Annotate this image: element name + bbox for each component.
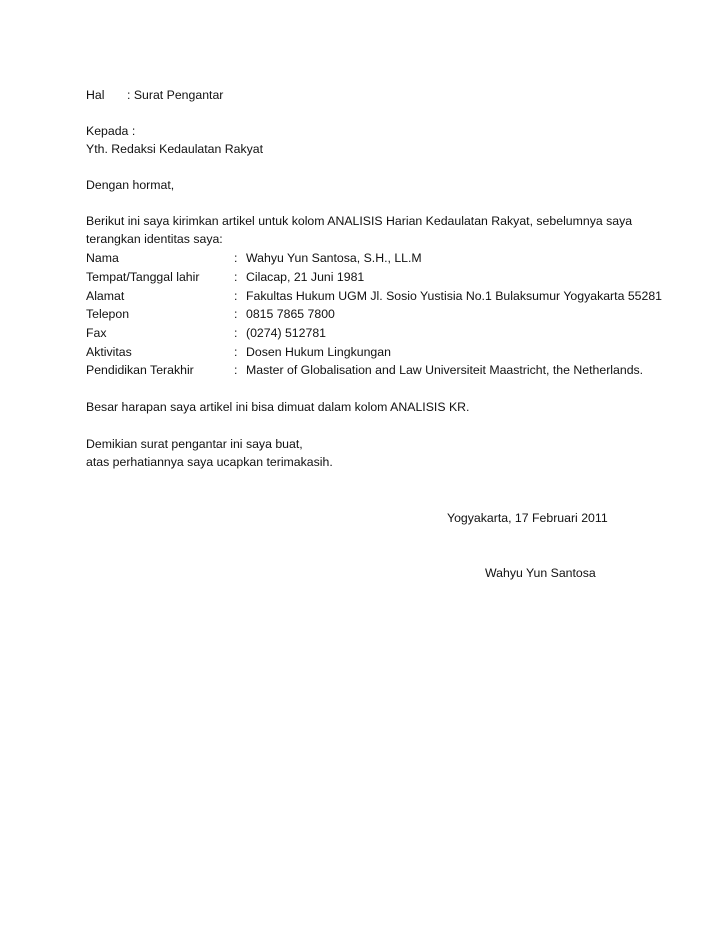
subject-label: Hal	[86, 88, 105, 102]
identity-value-nama: Wahyu Yun Santosa, S.H., LL.M	[246, 251, 422, 265]
identity-colon: :	[234, 345, 238, 359]
intro-line-2: terangkan identitas saya:	[86, 232, 223, 246]
closing-line-1: Demikian surat pengantar ini saya buat,	[86, 437, 303, 451]
identity-value-alamat: Fakultas Hukum UGM Jl. Sosio Yustisia No.1 Bulaksumur Yogyakarta 55281	[246, 289, 663, 303]
signature-name: Wahyu Yun Santosa	[485, 566, 596, 580]
identity-colon: :	[234, 307, 238, 321]
recipient-heading: Kepada :	[86, 124, 136, 138]
identity-value-ttl: Cilacap, 21 Juni 1981	[246, 270, 365, 284]
identity-label-alamat: Alamat	[86, 289, 125, 303]
identity-colon: :	[234, 363, 238, 377]
identity-colon: :	[234, 251, 238, 265]
hope-paragraph: Besar harapan saya artikel ini bisa dimuat dalam kolom ANALISIS KR.	[86, 400, 470, 414]
identity-colon: :	[234, 270, 238, 284]
identity-label-telepon: Telepon	[86, 307, 130, 321]
identity-label-pendidikan: Pendidikan Terakhir	[86, 363, 194, 377]
identity-label-aktivitas: Aktivitas	[86, 345, 132, 359]
salutation: Dengan hormat,	[86, 178, 175, 192]
identity-colon: :	[234, 326, 238, 340]
identity-label-nama: Nama	[86, 251, 119, 265]
identity-label-ttl: Tempat/Tanggal lahir	[86, 270, 200, 284]
closing-line-2: atas perhatiannya saya ucapkan terimakasih.	[86, 455, 333, 469]
identity-colon: :	[234, 289, 238, 303]
identity-value-pendidikan: Master of Globalisation and Law Universiteit Maastricht, the Netherlands.	[246, 363, 644, 377]
place-date: Yogyakarta, 17 Februari 2011	[447, 511, 608, 525]
recipient-name: Yth. Redaksi Kedaulatan Rakyat	[86, 142, 264, 156]
subject-value: : Surat Pengantar	[127, 88, 224, 102]
identity-value-fax: (0274) 512781	[246, 326, 326, 340]
identity-value-telepon: 0815 7865 7800	[246, 307, 335, 321]
identity-label-fax: Fax	[86, 326, 107, 340]
intro-line-1: Berikut ini saya kirimkan artikel untuk kolom ANALISIS Harian Kedaulatan Rakyat, sebelumnya saya	[86, 214, 633, 228]
identity-value-aktivitas: Dosen Hukum Lingkungan	[246, 345, 391, 359]
